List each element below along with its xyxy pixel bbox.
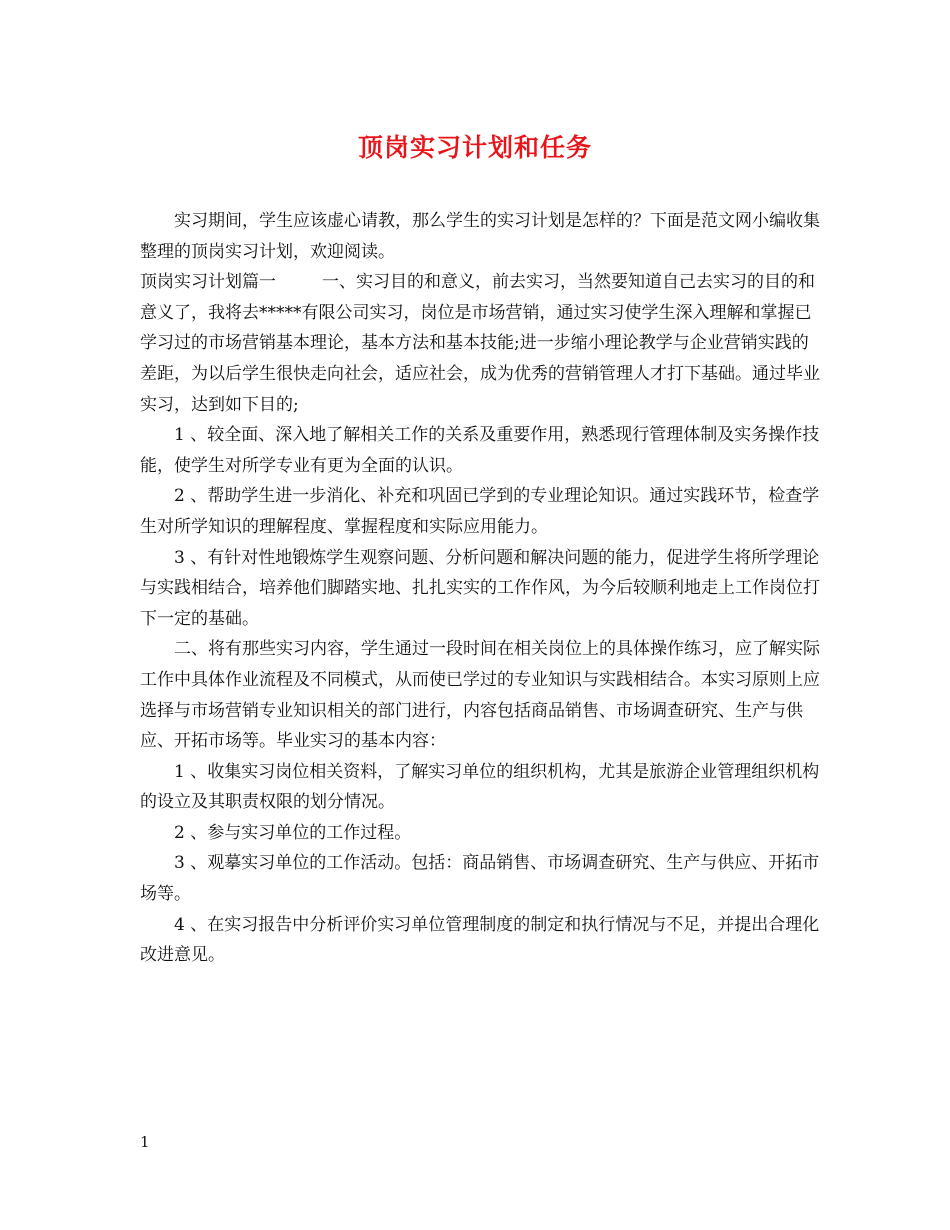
content-item-1: 1 、收集实习岗位相关资料，了解实习单位的组织机构，尤其是旅游企业管理组织机构的设立及其职责权限的划分情况。 [140, 761, 820, 813]
content-item-4: 4 、在实习报告中分析评价实习单位管理制度的制定和执行情况与不足，并提出合理化改进意见。 [140, 914, 820, 966]
section-label: 顶岗实习计划篇一 [140, 272, 276, 293]
intro-paragraph: 实习期间，学生应该虚心请教，那么学生的实习计划是怎样的？下面是范文网小编收集整理的顶岗实习计划，欢迎阅读。 [140, 211, 820, 262]
page-number: 1 [140, 1133, 150, 1151]
goal-item-2: 2 、帮助学生进一步消化、补充和巩固已学到的专业理论知识。通过实践环节，检查学生对所学知识的理解程度、掌握程度和实际应用能力。 [140, 486, 820, 537]
document-body [140, 206, 820, 971]
content-item-2: 2 、参与实习单位的工作过程。 [174, 822, 412, 843]
section-paragraph [140, 267, 820, 420]
goal-item-1: 1 、较全面、深入地了解相关工作的关系及重要作用，熟悉现行管理体制及实务操作技能，使学生对所学专业有更为全面的认识。 [140, 425, 820, 476]
goal-item-3: 3 、有针对性地锻炼学生观察问题、分析问题和解决问题的能力，促进学生将所学理论与实践相结合，培养他们脚踏实地、扎扎实实的工作作风，为今后较顺利地走上工作岗位打下一定的基础。 [140, 547, 820, 629]
content-item-3: 3 、观摹实习单位的工作活动。包括：商品销售、市场调查研究、生产与供应、开拓市场等。 [140, 853, 820, 905]
section-text: 一、实习目的和意义，前去实习，当然要知道自己去实习的目的和意义了，我将去*****有限公司实习，岗位是市场营销，通过实习使学生深入理解和掌握已学习过的市场营销基本理论，基本方法和基本技能;进一步缩小理论教学与企业营销实践的差距，为以后学生很快走向社会，适应社会，成为优秀的营销管理人才打下基础。通过毕业实习，达到如下目的; [140, 272, 820, 415]
content-intro-paragraph: 二、将有那些实习内容，学生通过一段时间在相关岗位上的具体操作练习，应了解实际工作中具体作业流程及不同模式，从而使已学过的专业知识与实践相结合。本实习原则上应选择与市场营销专业知识相关的部门进行，内容包括商品销售、市场调查研究、生产与供应、开拓市场等。毕业实习的基本内容： [140, 639, 820, 752]
document-title: 顶岗实习计划和任务 [357, 133, 592, 162]
